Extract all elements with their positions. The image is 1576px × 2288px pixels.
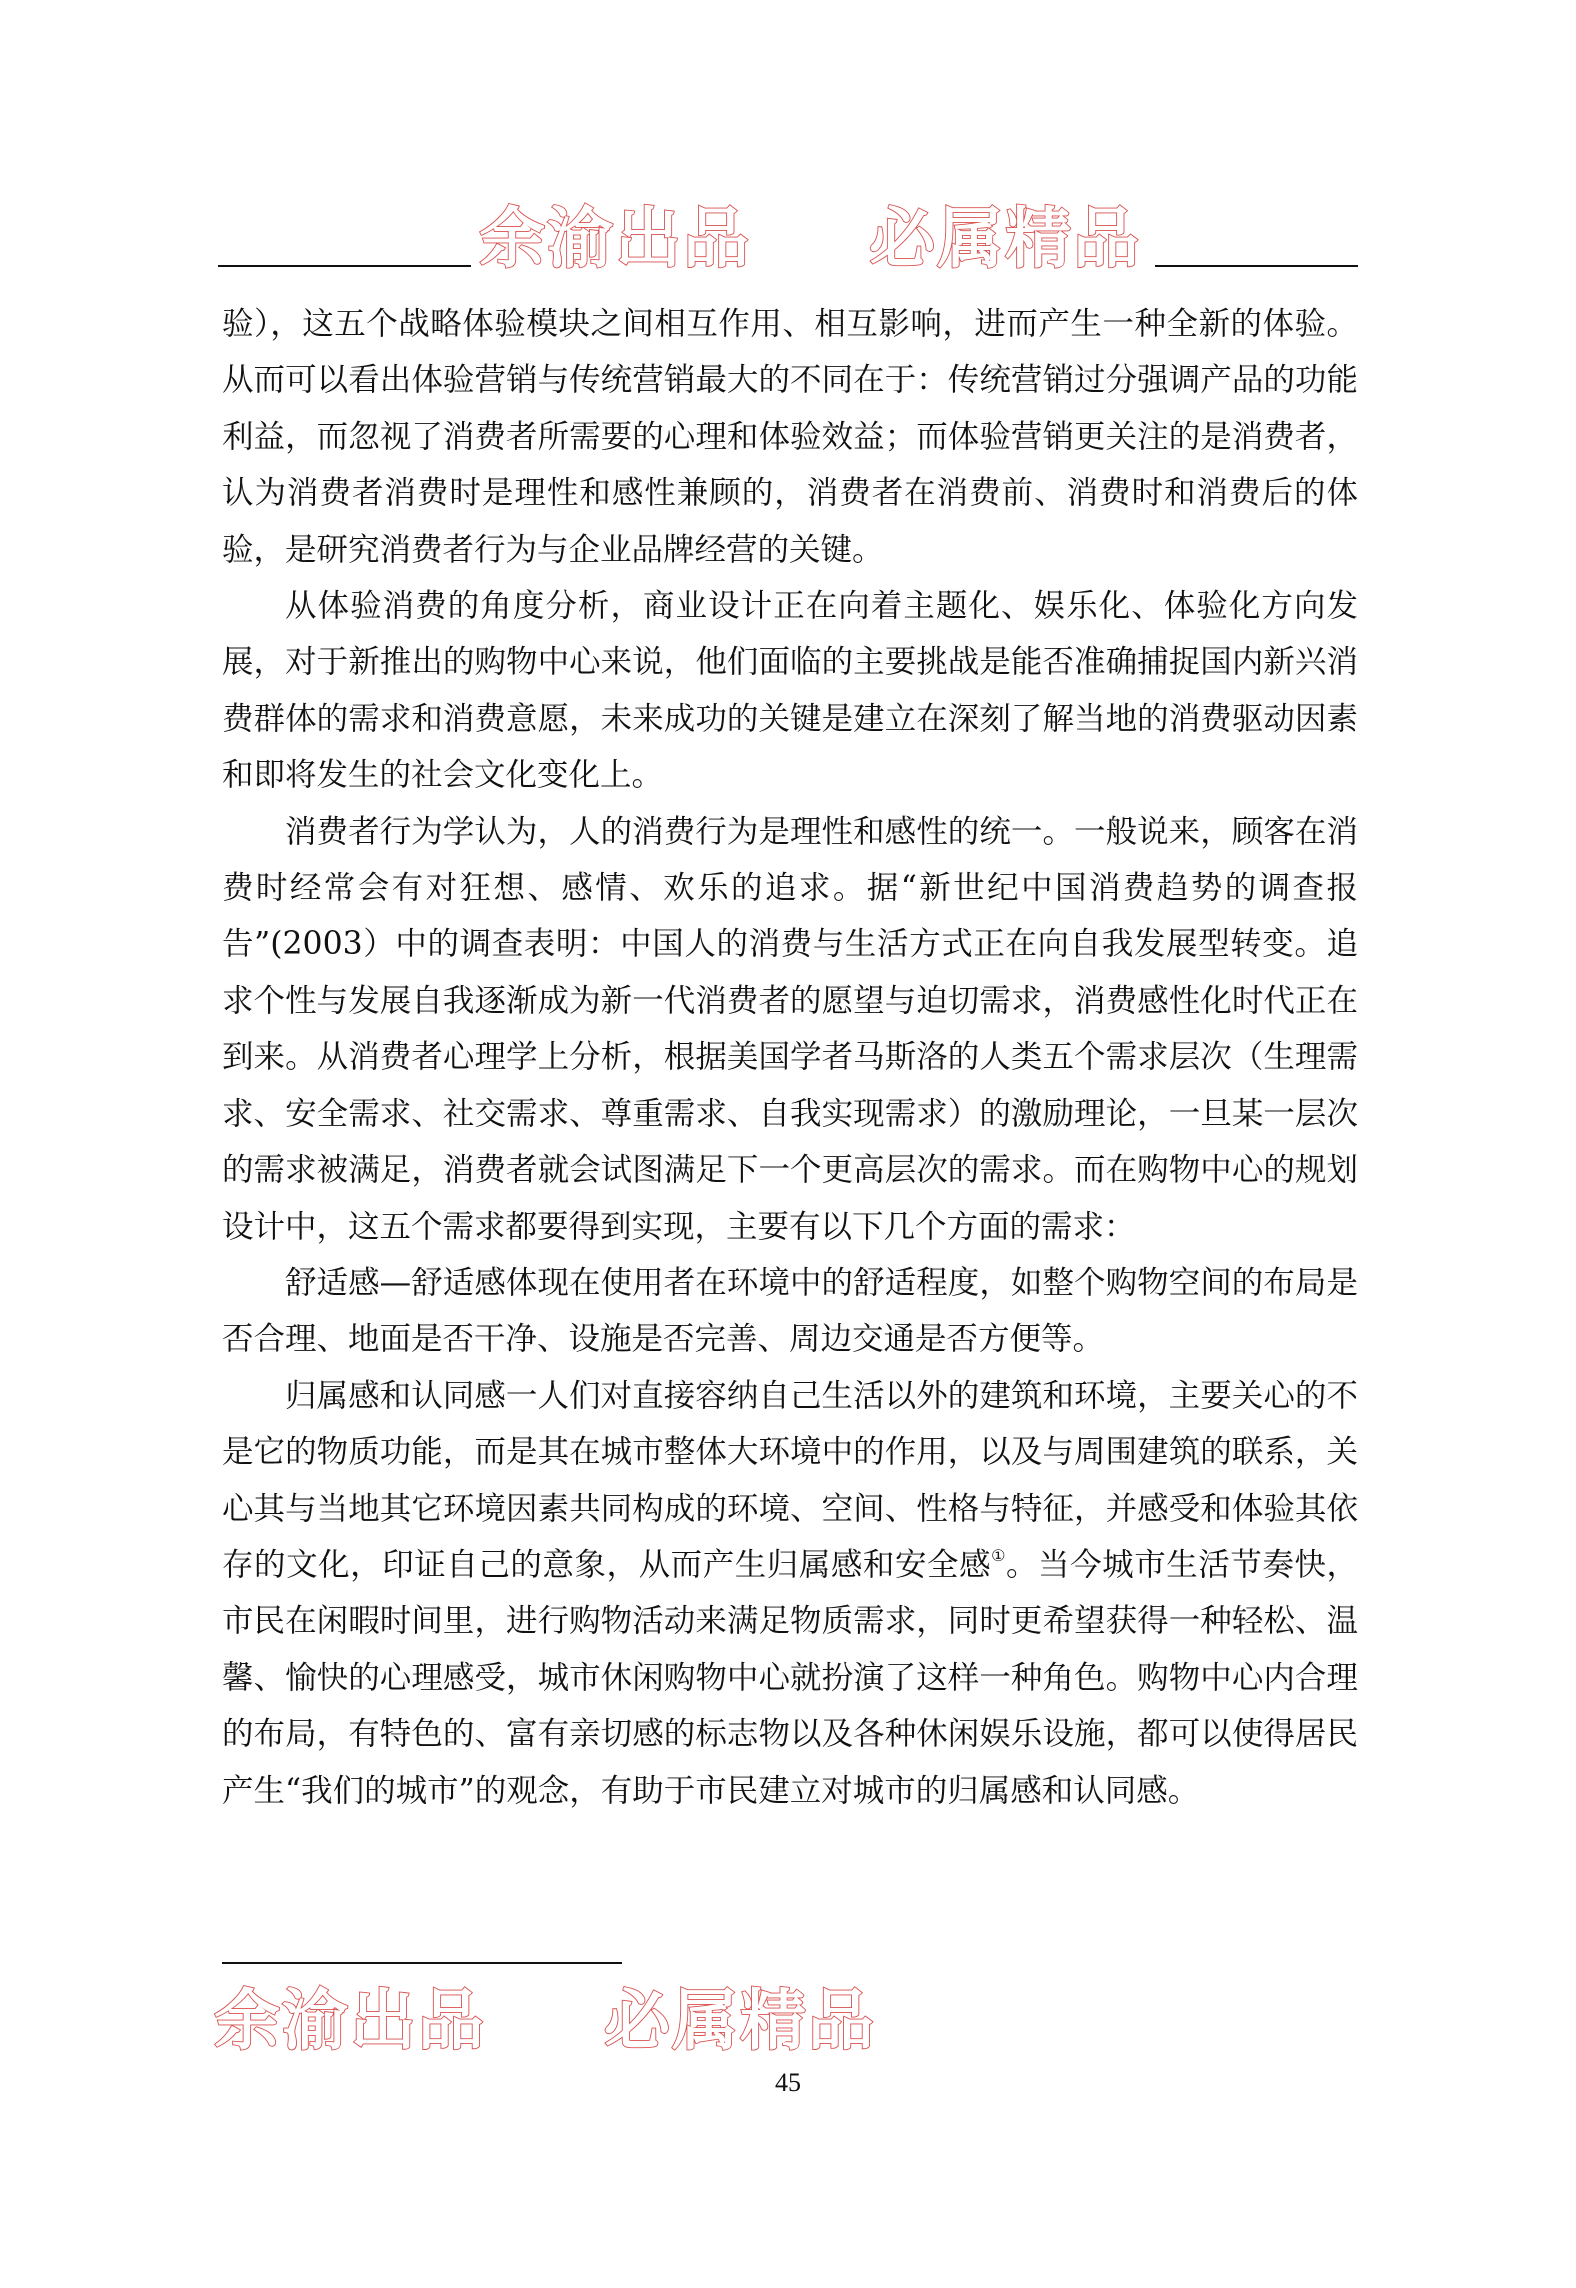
paragraph-text-part: 归属感和认同感一人们对直接容纳自己生活以外的建筑和环境，主要关心的不是它的物质功能，而是其在城市整体大环境中的作用，以及与周围建筑的联系，关心其与当地其它环境因素共同构成的环境、空间、性格与特征，并感受和体验其依存的文化，印证自己的意象，从而产生归属感和安全感 xyxy=(222,1377,1358,1583)
header-rule-right xyxy=(1155,265,1358,267)
paragraph-text-part: 。当今城市生活节奏快，市民在闲暇时间里，进行购物活动来满足物质需求，同时更希望获得一种轻松、温馨、愉快的心理感受，城市休闲购物中心就扮演了这样一种角色。购物中心内合理的布局，有特色的、富有亲切感的标志物以及各种休闲娱乐设施，都可以使得居民产生“我们的城市”的观念，有助于市民建立对城市的归属感和认同感。 xyxy=(222,1546,1358,1809)
paragraph: 从体验消费的角度分析，商业设计正在向着主题化、娱乐化、体验化方向发展，对于新推出的购物中心来说，他们面临的主要挑战是能否准确捕捉国内新兴消费群体的需求和消费意愿，未来成功的关键是建立在深刻了解当地的消费驱动因素和即将发生的社会文化变化上。 xyxy=(222,588,1358,794)
paragraph: 消费者行为学认为，人的消费行为是理性和感性的统一。一般说来，顾客在消费时经常会有对狂想、感情、欢乐的追求。据“新世纪中国消费趋势的调查报告”(2003）中的调查表明：中国人的消费与生活方式正在向自我发展型转变。追求个性与发展自我逐渐成为新一代消费者的愿望与迫切需求，消费感性化时代正在到来。从消费者心理学上分析，根据美国学者马斯洛的人类五个需求层次（生理需求、安全需求、社交需求、尊重需求、自我实现需求）的激励理论，一旦某一层次的需求被满足，消费者就会试图满足下一个更高层次的需求。而在购物中心的规划设计中，这五个需求都要得到实现，主要有以下几个方面的需求： xyxy=(222,813,1358,1245)
page-number: 45 xyxy=(775,2068,801,2097)
watermark-left-text: 余渝出品 xyxy=(214,1981,486,2059)
body-text xyxy=(222,296,1358,1819)
watermark-left-text: 余渝出品 xyxy=(479,199,752,277)
paragraph xyxy=(222,1368,1358,1819)
paragraph: 验），这五个战略体验模块之间相互作用、相互影响，进而产生一种全新的体验。从而可以看出体验营销与传统营销最大的不同在于：传统营销过分强调产品的功能利益，而忽视了消费者所需要的心理和体验效益；而体验营销更关注的是消费者，认为消费者消费时是理性和感性兼顾的，消费者在消费前、消费时和消费后的体验，是研究消费者行为与企业品牌经营的关键。 xyxy=(222,306,1358,568)
footnote-separator xyxy=(222,1962,622,1964)
paragraph: 舒适感—舒适感体现在使用者在环境中的舒适程度，如整个购物空间的布局是否合理、地面是否干净、设施是否完善、周边交通是否方便等。 xyxy=(222,1264,1358,1358)
watermark-right-text: 必属精品 xyxy=(869,199,1142,277)
footer-watermark xyxy=(214,1982,876,2058)
header-watermark xyxy=(218,200,1358,276)
header-rule-left xyxy=(218,265,471,267)
footnote-marker[interactable]: ① xyxy=(991,1545,1007,1565)
watermark-right-text: 必属精品 xyxy=(604,1981,876,2059)
